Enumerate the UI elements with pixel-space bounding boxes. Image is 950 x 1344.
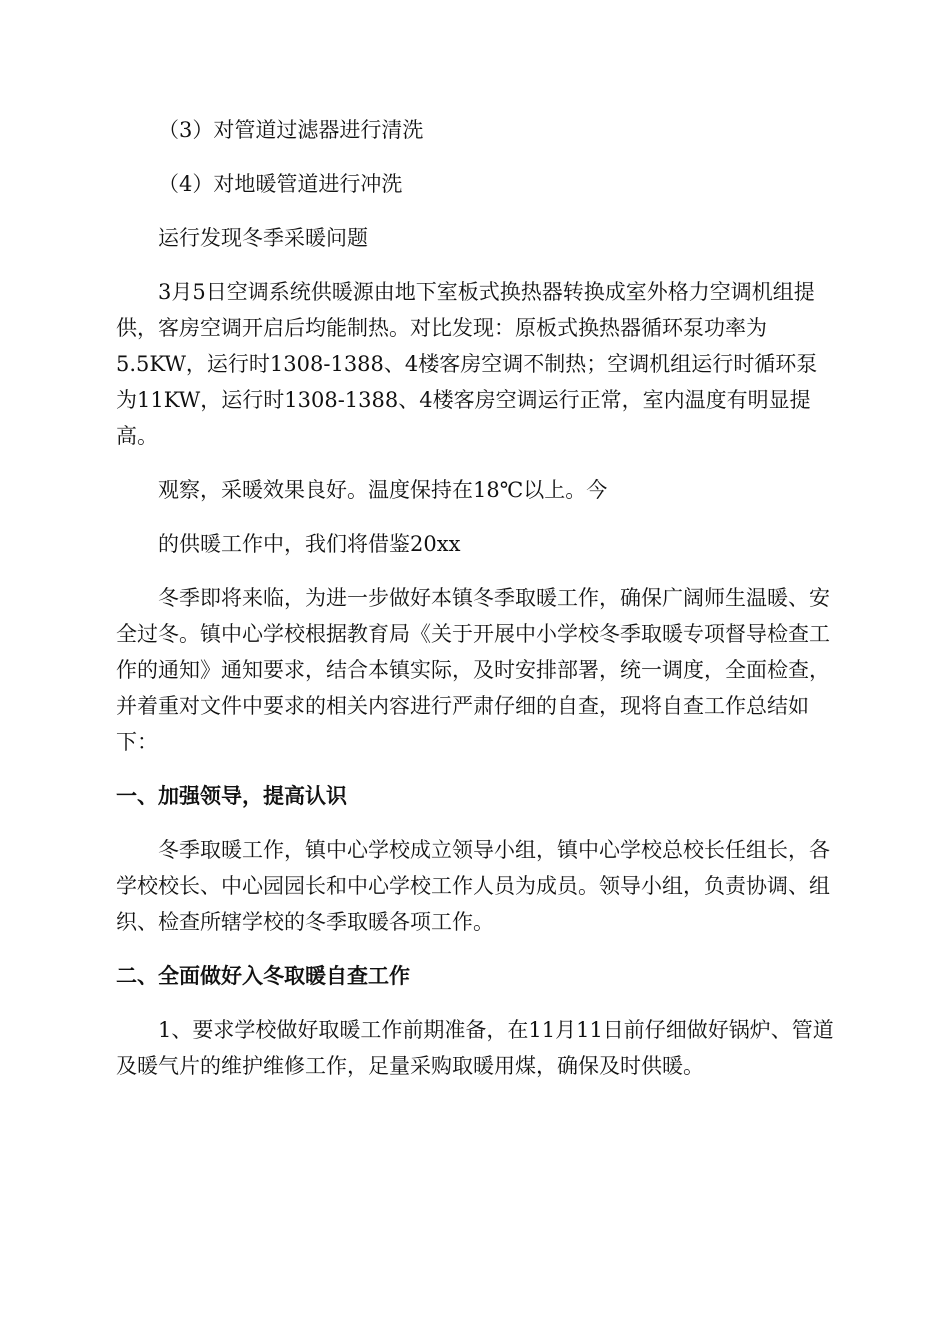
paragraph-winter-coming: 冬季即将来临，为进一步做好本镇冬季取暖工作，确保广阔师生温暖、安全过冬。镇中心学校根据教育局《关于开展中小学校冬季取暖专项督导检查工作的通知》通知要求，结合本镇实际，及时安排部署，统一调度，全面检查，并着重对文件中要求的相关内容进行严肃仔细的自查，现将自查工作总结如下：	[116, 586, 830, 754]
section-heading-self-check: 二、全面做好入冬取暖自查工作	[116, 964, 410, 988]
paragraph-cleaning-filter: （3）对管道过滤器进行清洗	[158, 118, 424, 142]
paragraph-reference-20xx: 的供暖工作中，我们将借鉴20xx	[158, 532, 461, 556]
paragraph-flushing-pipes: （4）对地暖管道进行冲洗	[158, 172, 403, 196]
paragraph-march-heating-source: 3月5日空调系统供暖源由地下室板式换热器转换成室外格力空调机组提供，客房空调开启后均能制热。对比发现：原板式换热器循环泵功率为5.5KW，运行时1308-1388、4楼客房空调不制热；空调机组运行时循环泵为11KW，运行时1308-1388、4楼客房空调运行正常，室内温度有明显提高。	[116, 280, 818, 448]
paragraph-preparation: 1、要求学校做好取暖工作前期准备，在11月11日前仔细做好锅炉、管道及暖气片的维护维修工作，足量采购取暖用煤，确保及时供暖。	[116, 1018, 834, 1078]
document-body	[116, 112, 836, 1102]
section-heading-strengthen-leadership: 一、加强领导，提高认识	[116, 784, 347, 808]
paragraph-observation: 观察，采暖效果良好。温度保持在18℃以上。今	[158, 478, 608, 502]
paragraph-leadership-group: 冬季取暖工作，镇中心学校成立领导小组，镇中心学校总校长任组长，各学校校长、中心园园长和中心学校工作人员为成员。领导小组，负责协调、组织、检查所辖学校的冬季取暖各项工作。	[116, 838, 830, 934]
paragraph-winter-heating-problem: 运行发现冬季采暖问题	[158, 226, 368, 250]
